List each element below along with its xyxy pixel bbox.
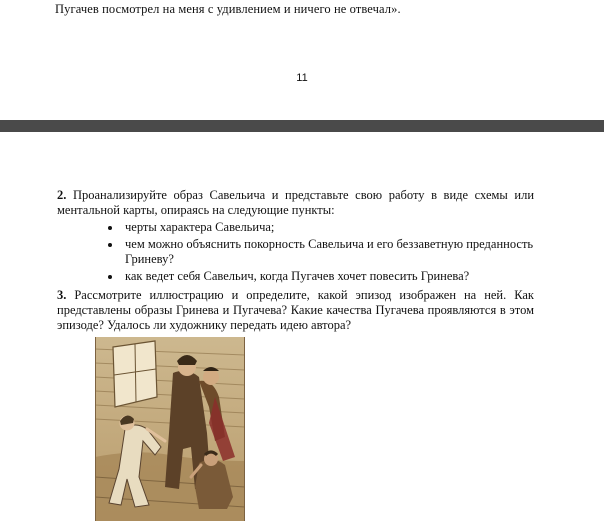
illustration-drawing [95, 337, 245, 521]
bullet-icon [108, 275, 112, 279]
illustration-image [95, 337, 245, 521]
quote-line: Пугачев посмотрел на меня с удивлением и ничего не отвечал». [55, 2, 401, 16]
bullet-icon [108, 226, 112, 230]
bullet-text: как ведет себя Савельич, когда Пугачев хочет повесить Гринева? [125, 269, 470, 283]
bullet-item [125, 237, 534, 267]
page-separator [0, 120, 604, 132]
bullet-icon [108, 243, 112, 247]
bullet-item [125, 269, 534, 284]
task-2-prompt [57, 188, 534, 218]
document-page-top [0, 0, 604, 120]
document-page-bottom [0, 132, 604, 521]
task-3 [57, 288, 534, 333]
bullet-text: черты характера Савельича; [125, 220, 275, 234]
task-2-bullet-list [57, 220, 534, 284]
bullet-text: чем можно объяснить покорность Савельича и его беззаветную преданность Гриневу? [125, 237, 534, 266]
task-2-text: Проанализируйте образ Савельича и представьте свою работу в виде схемы или ментальной карты, опираясь на следующие пункты: [57, 188, 535, 217]
task-3-text: Рассмотрите иллюстрацию и определите, какой эпизод изображен на ней. Как представлены образы Гринева и Пугачева? Какие качества Пугачева проявляются в этом эпизоде? Удалось ли художнику передать идею автора? [57, 288, 535, 332]
page-number: 11 [296, 72, 308, 84]
task-2-number: 2. [57, 188, 67, 202]
task-2 [57, 188, 534, 286]
bullet-item [125, 220, 534, 235]
task-3-number: 3. [57, 288, 67, 302]
